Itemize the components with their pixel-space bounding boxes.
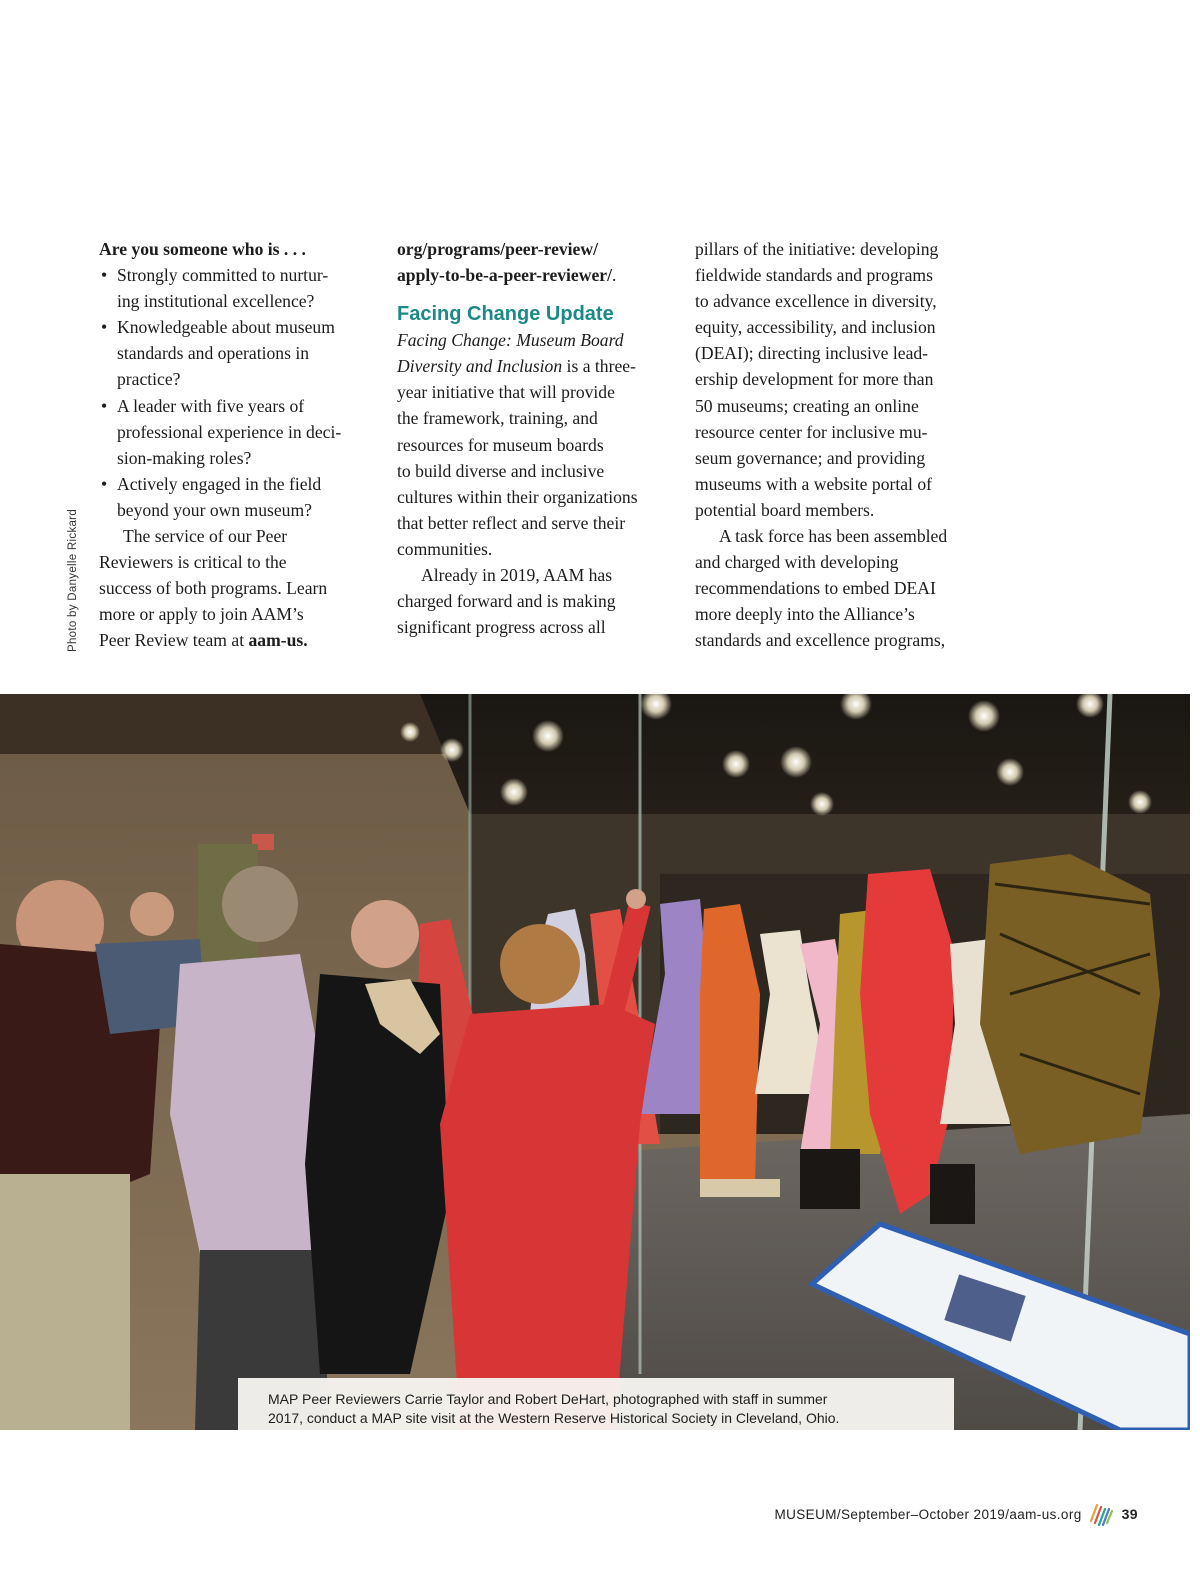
body-line: charged forward and is making bbox=[397, 591, 616, 612]
body-line: more or apply to join AAM’s bbox=[99, 604, 304, 625]
page-number: 39 bbox=[1121, 1506, 1138, 1522]
peer-review-link-continued[interactable]: org/programs/peer-review/ bbox=[397, 239, 598, 259]
column-3 bbox=[695, 236, 975, 654]
bullet-continuation: professional experience in deci- bbox=[117, 421, 342, 442]
website-link[interactable]: aam-us.org bbox=[1009, 1506, 1082, 1522]
museum-exhibit-photo bbox=[0, 694, 1190, 1430]
body-line: more deeply into the Alliance’s bbox=[695, 604, 915, 625]
body-line: (DEAI); directing inclusive lead- bbox=[695, 343, 929, 364]
body-line: recommendations to embed DEAI bbox=[695, 578, 936, 599]
body-line: The service of our Peer bbox=[123, 526, 288, 547]
body-text: Peer Review team at bbox=[99, 630, 249, 651]
bullet-item: • Strongly committed to nurtur- bbox=[99, 262, 371, 288]
period: . bbox=[611, 265, 617, 286]
peer-review-link-end[interactable]: apply-to-be-a-peer-reviewer/ bbox=[397, 265, 612, 286]
body-line: ership development for more than bbox=[695, 369, 934, 390]
body-line: A task force has been assembled bbox=[719, 526, 948, 547]
body-line: significant progress across all bbox=[397, 617, 606, 638]
bullet-continuation: sion-making roles? bbox=[117, 447, 252, 468]
spacer bbox=[397, 288, 673, 301]
body-line: pillars of the initiative: developing bbox=[695, 239, 939, 259]
body-line: Reviewers is critical to the bbox=[99, 552, 287, 573]
separator: / bbox=[836, 1506, 842, 1522]
intro-question: Are you someone who is . . . bbox=[99, 239, 306, 259]
initiative-title: Diversity and Inclusion bbox=[397, 356, 563, 377]
body-text: is a three- bbox=[562, 356, 636, 377]
body-line: standards and excellence programs, bbox=[695, 630, 946, 651]
body-line bbox=[397, 353, 673, 379]
photo-credit: Photo by Danyelle Rickard bbox=[67, 508, 79, 652]
body-line: resource center for inclusive mu- bbox=[695, 421, 928, 442]
page-footer bbox=[774, 1501, 1138, 1527]
body-line: resources for museum boards bbox=[397, 434, 604, 455]
body-line: year initiative that will provide bbox=[397, 382, 615, 403]
bullet-continuation: beyond your own museum? bbox=[117, 499, 312, 520]
caption-line: 2017, conduct a MAP site visit at the Western Reserve Historical Society in Cleveland, Ohio. bbox=[268, 1410, 840, 1426]
peer-review-link-continued bbox=[397, 262, 673, 288]
bullet-continuation: standards and operations in bbox=[117, 343, 310, 364]
bullet-item: • Actively engaged in the field bbox=[99, 471, 371, 497]
body-line: cultures within their organizations bbox=[397, 486, 638, 507]
section-heading: Facing Change Update bbox=[397, 303, 614, 326]
bullet-item: • A leader with five years of bbox=[99, 393, 371, 419]
body-line: to advance excellence in diversity, bbox=[695, 291, 937, 312]
caption-line: MAP Peer Reviewers Carrie Taylor and Robert DeHart, photographed with staff in summer bbox=[268, 1391, 828, 1407]
body-line: 50 museums; creating an online bbox=[695, 395, 919, 416]
body-line: communities. bbox=[397, 538, 493, 559]
bullet-continuation: practice? bbox=[117, 369, 181, 390]
peer-review-link[interactable]: aam-us. bbox=[248, 630, 308, 651]
photo-caption bbox=[238, 1378, 954, 1430]
body-line: equity, accessibility, and inclusion bbox=[695, 317, 936, 338]
aam-stripes-logo-icon bbox=[1088, 1501, 1114, 1527]
body-line: potential board members. bbox=[695, 499, 875, 520]
column-1 bbox=[99, 236, 371, 654]
separator: / bbox=[1005, 1506, 1010, 1522]
body-line: that better reflect and serve their bbox=[397, 512, 626, 533]
body-line: success of both programs. Learn bbox=[99, 578, 328, 599]
body-line: Facing Change: Museum Board bbox=[397, 330, 624, 351]
body-line: fieldwide standards and programs bbox=[695, 265, 933, 286]
body-line: seum governance; and providing bbox=[695, 447, 926, 468]
body-line: museums with a website portal of bbox=[695, 473, 932, 494]
publication-name: MUSEUM bbox=[774, 1506, 837, 1522]
bullet-continuation: ing institutional excellence? bbox=[117, 291, 315, 312]
body-line: and charged with developing bbox=[695, 552, 899, 573]
body-line: Already in 2019, AAM has bbox=[421, 565, 613, 586]
issue-date: September–October 2019 bbox=[841, 1506, 1006, 1522]
body-line: to build diverse and inclusive bbox=[397, 460, 605, 481]
body-line bbox=[99, 627, 371, 653]
column-2 bbox=[397, 236, 673, 640]
body-line: the framework, training, and bbox=[397, 408, 598, 429]
photo-illustration bbox=[0, 694, 1190, 1430]
bullet-item: • Knowledgeable about museum bbox=[99, 314, 371, 340]
